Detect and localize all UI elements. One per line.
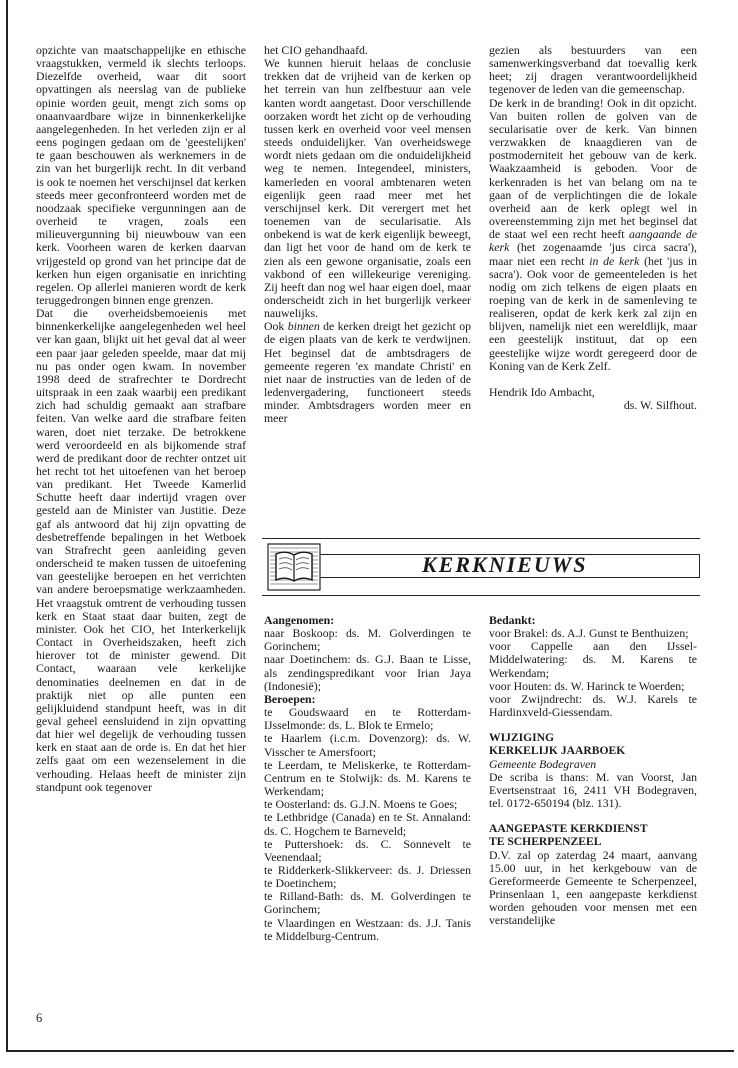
heading-wijziging: WIJZIGING bbox=[489, 731, 555, 745]
page-number: 6 bbox=[36, 1011, 43, 1025]
article-column-1 bbox=[36, 44, 246, 794]
signoff-author: ds. W. Silfhout. bbox=[623, 398, 697, 413]
news-item: naar Doetinchem: ds. G.J. Baan te Lisse, als zendingspredikant voor Irian Jaya (Indonesië); bbox=[264, 652, 471, 693]
open-book-icon bbox=[266, 538, 322, 596]
article-paragraph: We kunnen hieruit helaas de conclusie trekken dat de vrijheid van de kerken op het terrein van hun zelfbestuur aan vele kanten wordt aangetast. Door verschillende oorzaken wordt het zicht op de verhouding tussen kerk en overheid voor veel mensen steeds onduidelijker. Van overheidswege wordt niets gedaan om die onduidelijkheid weg te nemen. Integendeel, ministers, kamerleden en vooral ambtenaren weten eigenlijk geen raad meer met het verschijnsel kerk. Dit verergert met het toenemen van de secularisatie. Als onbekend is wat de kerk eigenlijk beweegt, dan ligt het voor de hand om de kerk te zien als een gewone organisatie, zoals een vakbond of een willekeurige vereniging. Zij heeft dan nog wel haar eigen doel, maar onderscheidt zich in het burgerlijk verkeer nauwelijks. bbox=[264, 56, 471, 321]
news-item: te Ridderkerk-Slikkerveer: ds. J. Driessen te Doetinchem; bbox=[264, 862, 471, 891]
news-item: te Oosterland: ds. G.J.N. Moens te Goes; bbox=[264, 797, 458, 812]
heading-scherpenzeel: TE SCHERPENZEEL bbox=[489, 835, 602, 849]
news-item: te Leerdam, te Meliskerke, te Rotterdam-Centrum en te Stolwijk: ds. M. Karens te Werkendam; bbox=[264, 757, 471, 799]
page-border-bottom bbox=[6, 1050, 734, 1052]
heading-aangepaste-kerkdienst: AANGEPASTE KERKDIENST bbox=[489, 822, 648, 836]
news-paragraph: De scriba is thans: M. van Voorst, Jan Evertsenstraat 16, 2411 VH Bodegraven, tel. 0172-650194 (blz. 131). bbox=[489, 769, 697, 811]
section-heading-aangenomen: Aangenomen: bbox=[264, 613, 335, 627]
article-paragraph: het CIO gehandhaafd. bbox=[264, 43, 368, 57]
news-item: te Rilland-Bath: ds. M. Golverdingen te Gorinchem; bbox=[264, 889, 471, 917]
news-item: voor Cappelle aan den IJssel-Middelwatering: ds. M. Karens te Werkendam; bbox=[489, 639, 697, 680]
news-column-right bbox=[489, 614, 697, 927]
kerknieuws-banner bbox=[262, 538, 700, 596]
section-heading-beroepen: Beroepen: bbox=[264, 691, 316, 706]
news-paragraph: D.V. zal op zaterdag 24 maart, aanvang 15.00 uur, in het kerkgebouw van de Gereformeerde Gemeente te Scherpenzeel, Prinsenlaan 1, een aangepaste kerkdienst worden gehouden voor mensen met een verstandelijke bbox=[489, 847, 697, 928]
section-heading-bedankt: Bedankt: bbox=[489, 613, 536, 627]
news-item: te Lethbridge (Canada) en te St. Annaland: ds. C. Hogchem te Barneveld; bbox=[264, 810, 471, 838]
banner-rule-bottom bbox=[262, 595, 700, 596]
article-paragraph: opzichte van maatschappelijke en ethische vraagstukken, vermeld ik slechts terloops. Diezelfde overheid, waar dit soort opvattingen als neerslag van de publieke opinie worden geuit, mengt zich soms op onaanvaardbare wijze in binnenkerkelijke aangelegenheden. In het verleden zijn er al eens pogingen gedaan om de 'geestelijken' te gaan beschouwen als werknemers in de zin van het burgerlijk recht. In dit verband is ook te noemen het verschijnsel dat kerken steeds meer geconfronteerd worden met de noodzaak specifieke vergunningen aan de overheid te vragen, zoals een milieuvergunning bij nieuwbouw van een kerk. Voorheen waren de kerken daarvan vrijgesteld op grond van het principe dat de kerken hun eigen organisatie en inrichting regelen. Op allerlei manieren wordt de kerk teruggedrongen binnen enge grenzen. bbox=[36, 43, 246, 307]
article-paragraph: Ook binnen de kerken dreigt het gezicht op de eigen plaats van de kerk te verdwijnen. Het beginsel dat de ambtsdragers de gemeente regeren 'ex mandate Christi' en niet naar de instructies van de leden of de ledenvergadering, functioneert steeds minder. Ambtsdragers worden meer en meer bbox=[264, 319, 471, 426]
page-border-left bbox=[6, 0, 8, 1052]
section-title: KERKNIEUWS bbox=[422, 552, 588, 577]
news-column-left bbox=[264, 614, 471, 943]
news-item: naar Boskoop: ds. M. Golverdingen te Gorinchem; bbox=[264, 626, 471, 654]
news-item: te Goudswaard en te Rotterdam-IJsselmonde: ds. L. Blok te Ermelo; bbox=[264, 705, 471, 733]
banner-rule-top bbox=[262, 538, 700, 539]
news-item: voor Brakel: ds. A.J. Gunst te Benthuizen; bbox=[489, 626, 689, 641]
article-column-3 bbox=[489, 44, 697, 412]
article-paragraph: De kerk in de branding! Ook in dit opzicht. Van buiten rollen de golven van de secularisatie over de kerk. Van binnen verzwakken de knaagdieren van de postmoderniteit het gebouw van de kerk. Waakzaamheid is geboden. Voor de kerkenraden is het van belang om na te gaan of de verplichtingen die de lokale overheid aan de kerk oplegt wel in overeenstemming zijn met het beginsel dat de staat wel een recht heeft aangaande de kerk (het zogenaamde 'jus circa sacra'), maar niet een recht in de kerk (het 'jus in sacra'). Ook voor de gemeenteleden is het nodig om zich telkens de eigen plaats en roeping van de kerk in de samenleving te realiseren, opdat de kerk kerk zal zijn en blijven, namelijk niet een wereldlijk, maar een geestelijk instituut, dat op een geestelijke wijze wordt geregeerd door de Koning van de Kerk Zelf. bbox=[489, 95, 697, 373]
article-column-2 bbox=[264, 44, 471, 426]
news-item: voor Zwijndrecht: ds. W.J. Karels te Hardinxveld-Giessendam. bbox=[489, 691, 697, 720]
article-paragraph: gezien als bestuurders van een samenwerkingsverband dat toevallig kerk heet; zij dragen verantwoordelijkheid tegenover de leden van die gemeenschap. bbox=[489, 43, 697, 97]
news-item: te Vlaardingen en Westzaan: ds. J.J. Tanis te Middelburg-Centrum. bbox=[264, 915, 471, 943]
subheading-gemeente: Gemeente Bodegraven bbox=[489, 756, 597, 771]
article-paragraph: Dat die overheidsbemoeienis met binnenkerkelijke aangelegenheden wel heel ver kan gaan, blijkt uit het geval dat al weer een paar jaar geleden speelde, maar dat mij nu pas onder ogen kwam. In november 1998 deed de strafrechter te Dordrecht uitspraak in een zaak waarbij een predikant zich had schuldig gemaakt aan strafbare feiten. Van welke aard die strafbare feiten waren, doet niet terzake. De betrokkene werd veroordeeld en als bijkomende straf werd de predikant door de rechter ontzet uit het recht tot het uitoefenen van het beroep van predikant. Het Tweede Kamerlid Schutte heeft daar indertijd vragen over gesteld aan de Minister van Justitie. Deze gaf als antwoord dat hij zijn opvatting de desbetreffende bepalingen in het Wetboek van Strafrecht geen aanleiding geven onderscheid te maken tussen de uitoefening van geestelijke beroepen en het verrichten van andere beroepsmatige werkzaamheden. Het vraagstuk omtrent de verhouding tussen kerk en Staat staat daar buiten, zegt de minister. Ook het CIO, het Interkerkelijk Contact in Overheidszaken, heeft zich hierover tot de minister gewend. Dit Contact, waaraan vele kerkelijke denominaties deelnemen en dat in de praktijk niet op alle punten een gelijkluidend standpunt heeft, was in dit geval geheel eensluidend in zijn opvatting dat hier wel degelijk de verhouding tussen kerk en staat aan de orde is. En dat het hier zelfs gaat om een wezenselement in die verhouding. Helaas heeft de minister zijn standpunt ook tegenover bbox=[36, 306, 246, 794]
news-item: te Puttershoek: ds. C. Sonnevelt te Veenendaal; bbox=[264, 836, 471, 864]
signoff bbox=[489, 386, 697, 412]
heading-kerkelijk-jaarboek: KERKELIJK JAARBOEK bbox=[489, 744, 626, 758]
news-item: te Haarlem (i.c.m. Dovenzorg): ds. W. Visscher te Amersfoort; bbox=[264, 731, 471, 759]
news-item: voor Houten: ds. W. Harinck te Woerden; bbox=[489, 678, 685, 693]
signoff-place: Hendrik Ido Ambacht, bbox=[489, 384, 595, 399]
